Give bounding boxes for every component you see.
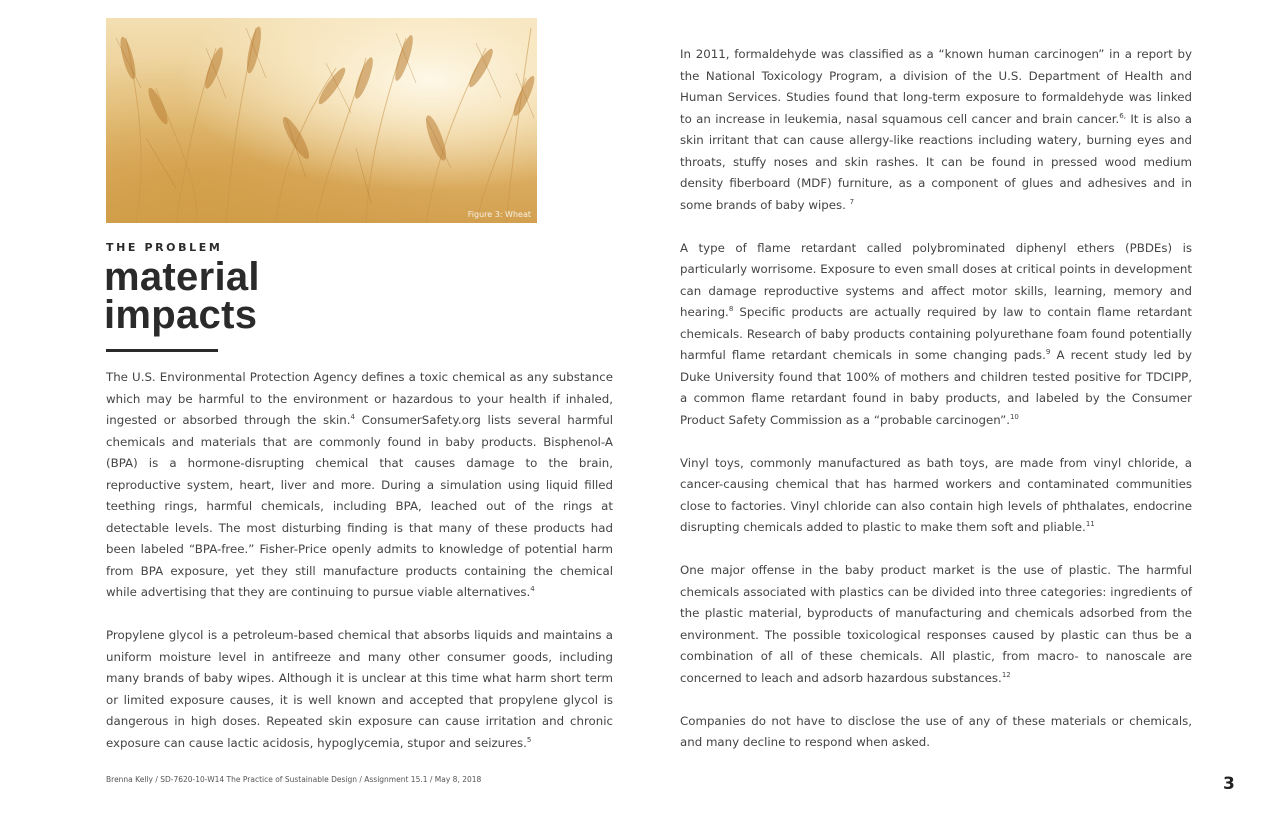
right-column (680, 44, 1192, 775)
wheat-photo (106, 18, 537, 223)
footer-credit: Brenna Kelly / SD-7620-10-W14 The Practice of Sustainable Design / Assignment 15.1 / May 8, 2018 (106, 775, 482, 784)
figure-caption: Figure 3: Wheat (467, 210, 531, 219)
title-line-1: material (104, 255, 260, 299)
paragraph-vinyl-toys: Vinyl toys, commonly manufactured as bath toys, are made from vinyl chloride, a cancer-causing chemical that has harmed workers and contaminated communities close to factories. Vinyl chloride can also contain high levels of phthalates, endocrine disrupting chemicals added to plastic to make them soft and pliable.$^{11}$ (680, 455, 1192, 534)
title-underline (106, 349, 218, 352)
section-title (104, 255, 364, 337)
paragraph-formaldehyde: In 2011, formaldehyde was classified as a “known human carcinogen” in a report by the National Toxicology Program, a division of the U.S. Department of Health and Human Services. Studies found that long-term exposure to formaldehyde was linked to an increase in leukemia, nasal squamous cell cancer and brain cancer.$^{6,}$ It is also a skin irritant that can cause allergy-like reactions including watery, burning eyes and throats, stuffy noses and skin rashes. It can be found in pressed wood medium density fiberboard (MDF) furniture, as a component of glues and adhesives and in some brands of baby wipes. $^7$ (680, 47, 1192, 212)
page-number: 3 (1223, 774, 1235, 794)
paragraph-disclosure: Companies do not have to disclose the use of any of these materials or chemicals, and many decline to respond when asked. (680, 713, 1192, 749)
paragraph-flame-retardant: A type of flame retardant called polybrominated diphenyl ethers (PBDEs) is particularly worrisome. Exposure to even small doses at critical points in development can damage reproductive systems and affect motor skills, learning, memory and hearing.$^8$ Specific products are actually required by law to contain flame retardant chemicals. Research of baby products containing polyurethane foam found potentially harmful flame retardant chemicals in some changing pads.$^9$ A recent study led by Duke University found that 100% of mothers and children tested positive for TDCIPP, a common flame retardant found in baby products, and labeled by the Consumer Product Safety Commission as a “probable carcinogen”.$^{10}$ (680, 240, 1192, 427)
section-eyebrow: THE PROBLEM (106, 241, 223, 254)
paragraph-plastic: One major offense in the baby product market is the use of plastic. The harmful chemicals associated with plastics can be divided into three categories: ingredients of the plastic material, byproducts of manufacturing and chemicals adsorbed from the environment. The possible toxicological responses caused by plastic can thus be a combination of all of these chemicals. All plastic, from macro- to nanoscale are concerned to leach and adsorb hazardous substances.$^{12}$ (680, 563, 1192, 685)
paragraph-toxic-chemicals: The U.S. Environmental Protection Agency defines a toxic chemical as any substance which may be harmful to the environment or hazardous to your health if inhaled, ingested or absorbed through the skin.$^4$ ConsumerSafety.org lists several harmful chemicals and materials that are commonly found in baby products. Bisphenol-A (BPA) is a hormone-disrupting chemical that causes damage to the brain, reproductive system, heart, liver and more. During a simulation using liquid filled teething rings, harmful chemicals, including BPA, leached out of the rings at detectable levels. The most disturbing finding is that many of these products had been labeled “BPA-free.” Fisher-Price openly admits to knowledge of potential harm from BPA exposure, yet they still manufacture products containing the chemical while advertising that they are continuing to pursue viable alternatives.$^4$ (106, 370, 613, 599)
paragraph-propylene-glycol: Propylene glycol is a petroleum-based chemical that absorbs liquids and maintains a uniform moisture level in antifreeze and many other consumer goods, including many brands of baby wipes. Although it is unclear at this time what harm short term or limited exposure causes, it is well known and accepted that propylene glycol is dangerous in high doses. Repeated skin exposure can cause irritation and chronic exposure can cause lactic acidosis, hypoglycemia, stupor and seizures.$^5$ (106, 628, 613, 750)
left-column (106, 367, 613, 776)
wheat-illustration (106, 18, 537, 223)
title-line-2: impacts (104, 293, 258, 337)
